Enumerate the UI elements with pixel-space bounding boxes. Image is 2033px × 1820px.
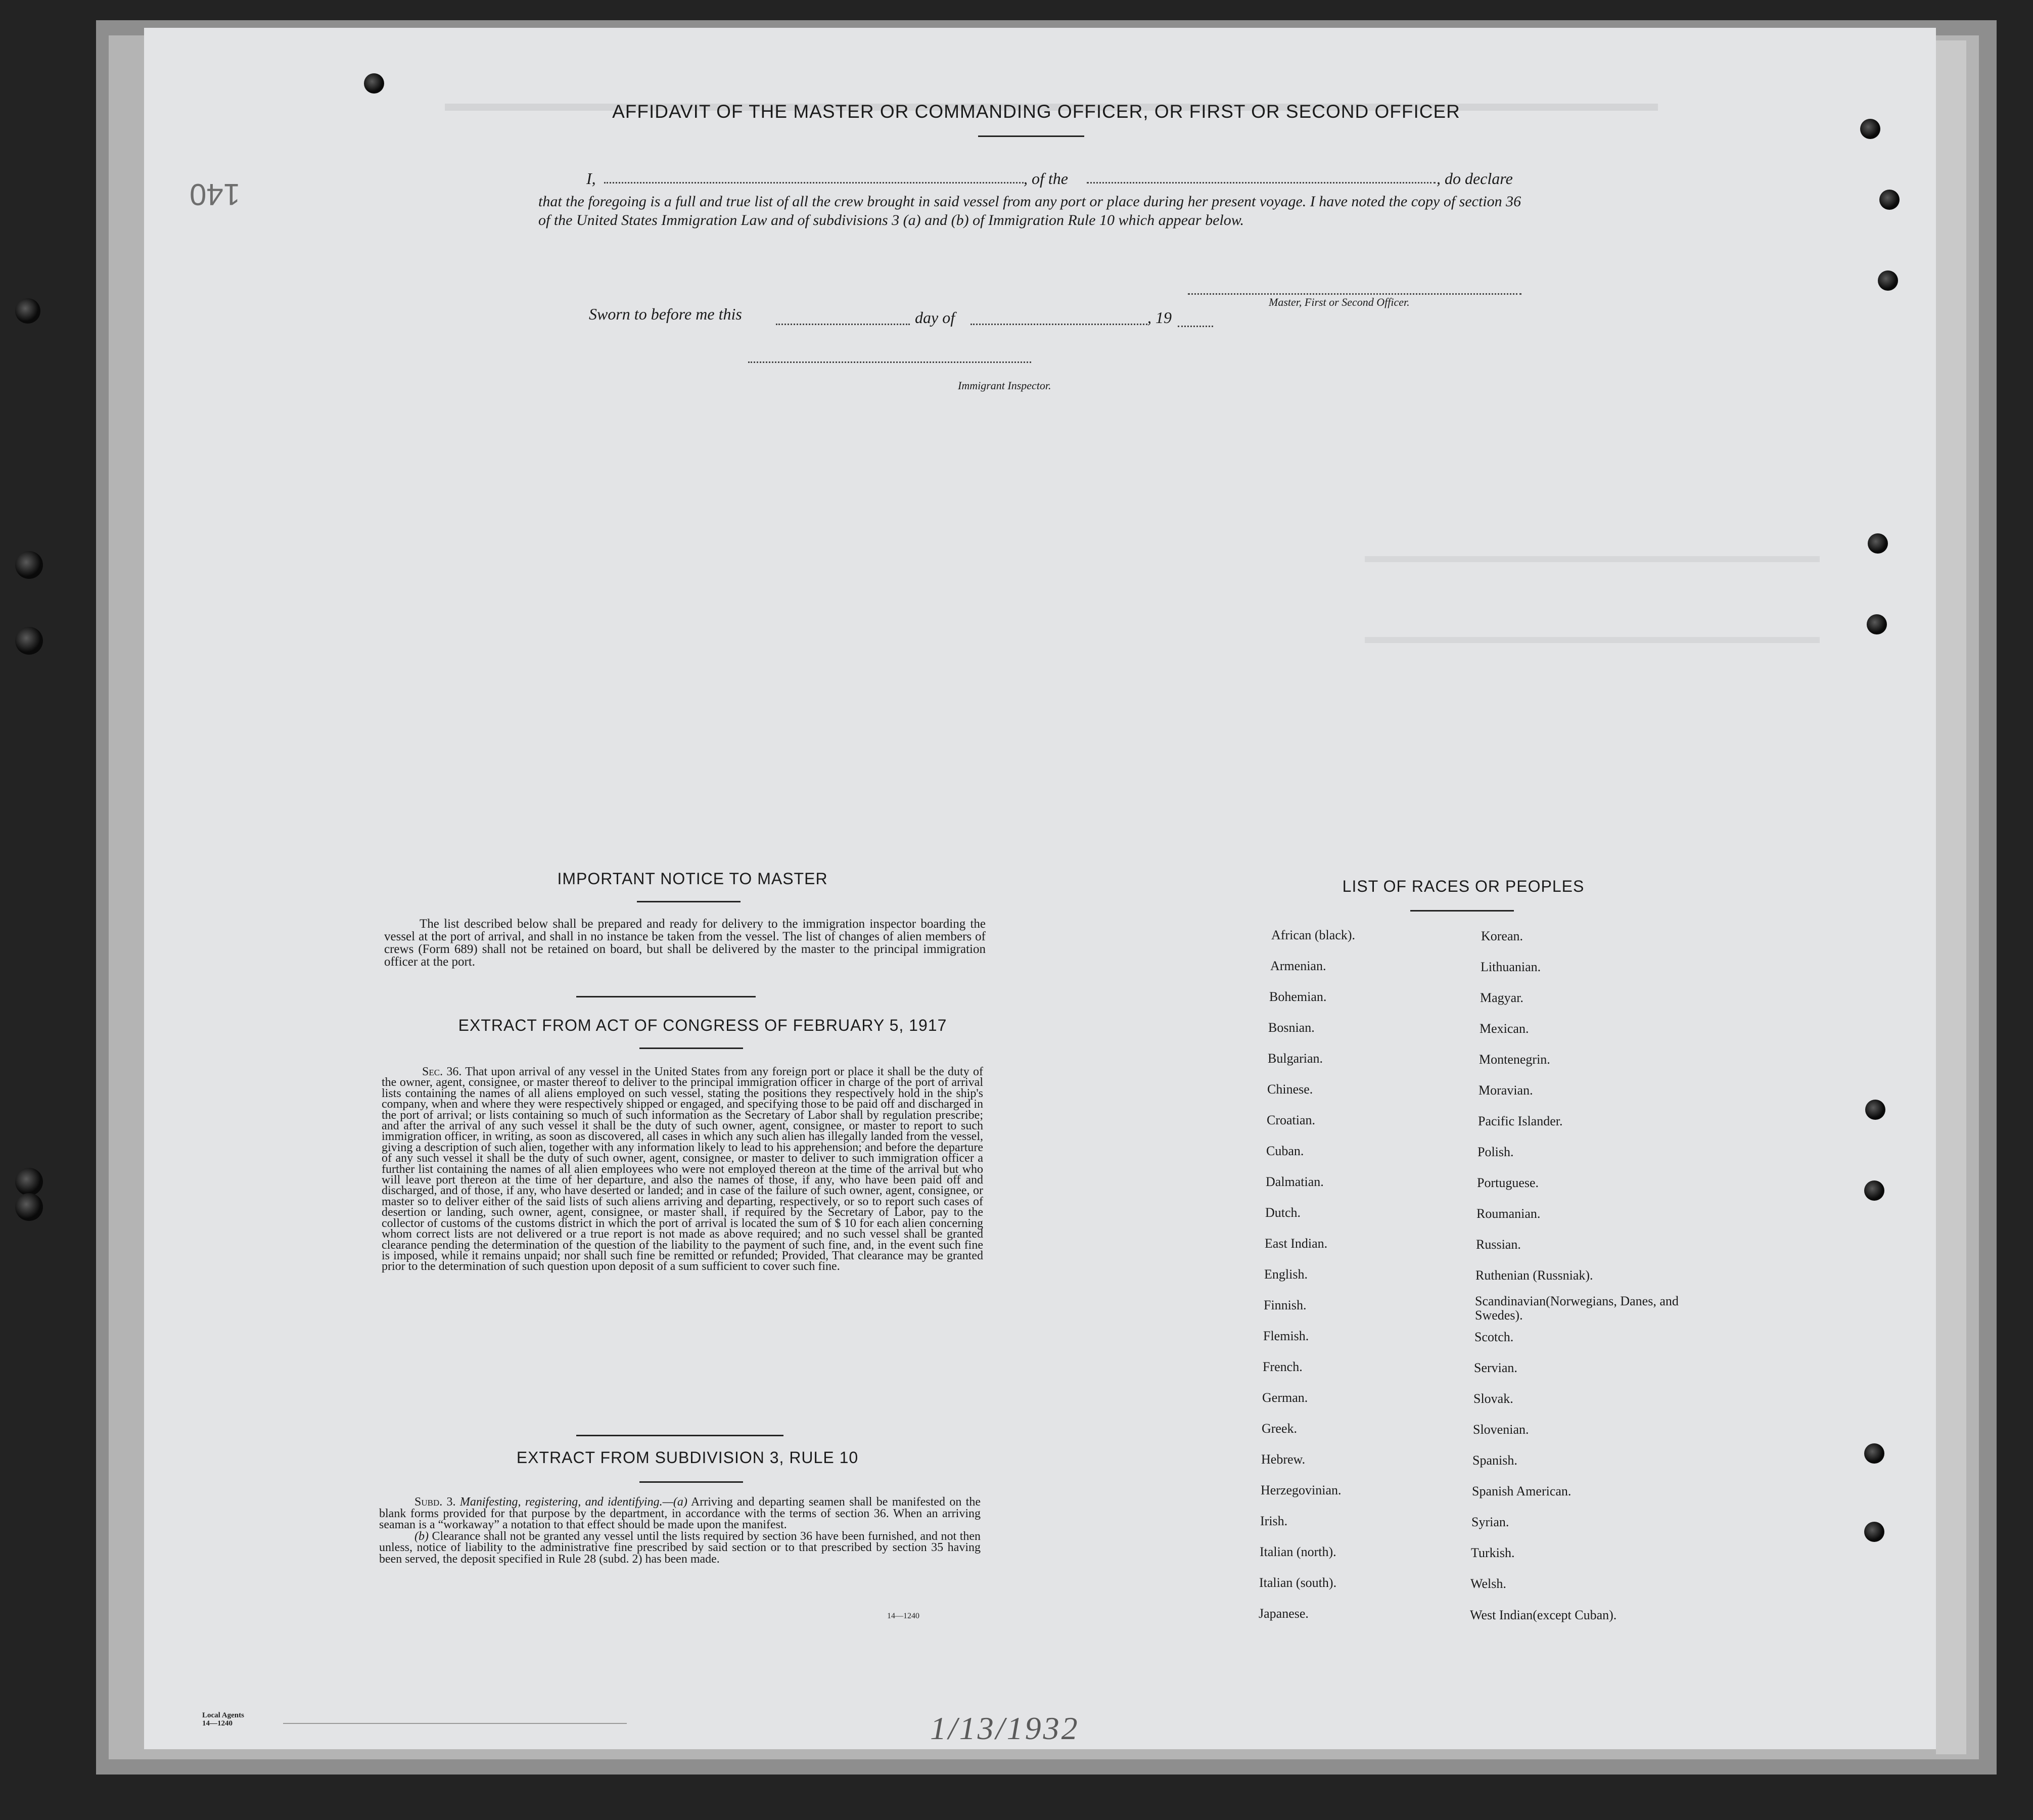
race-item: Polish. xyxy=(1477,1145,1514,1159)
i-label: I, xyxy=(586,169,596,188)
race-item: Lithuanian. xyxy=(1481,960,1541,974)
act-rule xyxy=(639,1048,743,1049)
section-rule xyxy=(576,1435,783,1436)
inspector-caption: Immigrant Inspector. xyxy=(958,379,1051,392)
race-item: Moravian. xyxy=(1478,1083,1533,1098)
binder-hole xyxy=(15,1168,43,1196)
race-item: Montenegrin. xyxy=(1479,1052,1550,1067)
race-item: Spanish. xyxy=(1472,1453,1517,1468)
vessel-field[interactable] xyxy=(1087,182,1436,184)
race-item: Herzegovinian. xyxy=(1261,1483,1342,1497)
binder-hole xyxy=(1864,1443,1884,1464)
race-item: Scotch. xyxy=(1474,1330,1514,1344)
race-item: Cuban. xyxy=(1266,1144,1304,1158)
margin-number: 140 xyxy=(190,177,241,211)
race-item: Irish. xyxy=(1260,1514,1288,1528)
race-item: Mexican. xyxy=(1480,1021,1529,1036)
races-title: LIST OF RACES OR PEOPLES xyxy=(1342,877,1585,895)
binder-hole xyxy=(364,73,384,94)
race-item: Finnish. xyxy=(1264,1298,1307,1312)
race-item: Flemish. xyxy=(1263,1329,1309,1343)
signature-field[interactable] xyxy=(1188,293,1521,295)
races-rule xyxy=(1410,910,1514,912)
para-a: Arriving and departing seamen shall be manifested on the blank forms provided for that purpose by the department, in accordance with the terms of section 36. When an arriving seaman is a “workaway” a notation to that effect should be made upon the manifest. xyxy=(379,1495,981,1532)
para-b-label: (b) xyxy=(414,1529,429,1543)
bleed-through xyxy=(1365,556,1820,562)
race-item: Roumanian. xyxy=(1476,1206,1541,1221)
affidavit-title: AFFIDAVIT OF THE MASTER OR COMMANDING OFFICER, OR FIRST OR SECOND OFFICER xyxy=(612,101,1460,122)
act-body: That upon arrival of any vessel in the United States from any foreign port or place it shall be the duty of the owner, agent, consignee, or master thereof to deliver to the principal immigration officer in charge of the port of arrival lists containing the names of all aliens employed on such vessel, stating the positions they respectively hold in the ship's company, when and where they were respectively shipped or engaged, and specifying those to be paid off and discharged in the port of arrival; or lists containing so much of such information as the Secretary of Labor shall by regulation prescribe; and after the arrival of any such vessel it shall be the duty of such owner, agent, consignee, or master to report to such immigration officer, in writing, as soon as discovered, all cases in which any such alien has illegally landed from the vessel, giving a description of such alien, together with any information likely to lead to his apprehension; and before the departure of any such vessel it shall be the duty of such owner, agent, consignee, or master to deliver to such immigration officer a further list containing the names of all alien employees who were not employed thereon at the time of the arrival but who will leave port thereon at the time of her departure, and also the names of those, if any, who have been paid off and discharged, and of those, if any, who have deserted or landed; and in case of the failure of such owner, agent, consignee, or master so to deliver either of the said lists of such aliens arriving and departing, respectively, or so to report such cases of desertion or landing, such owner, agent, consignee, or master shall, if required by the Secretary of Labor, pay to the collector of customs of the customs district in which the port of arrival is located the sum of $ 10 for each alien concerning whom correct lists are not delivered or a true report is not made as above required; and no such vessel shall be granted clearance pending the determination of the question of the liability to the payment of such fine, and, in the event such fine is imposed, while it remains unpaid; nor shall such fine be remitted or refunded; Provided, That clearance may be granted prior to the determination of such question upon deposit of a sum sufficient to cover such fine. xyxy=(382,1065,983,1273)
day-of-label: day of xyxy=(915,308,955,327)
race-item: Hebrew. xyxy=(1261,1452,1306,1467)
race-item: Scandinavian(Norwegians, Danes, and Swedes). xyxy=(1475,1294,1679,1323)
race-item: Syrian. xyxy=(1471,1515,1509,1529)
race-item: Russian. xyxy=(1476,1237,1521,1252)
subd-label: Subd. 3. xyxy=(414,1495,456,1509)
local-agents-label: Local Agents xyxy=(202,1711,244,1719)
rule-title: EXTRACT FROM SUBDIVISION 3, RULE 10 xyxy=(516,1448,859,1467)
act-title: EXTRACT FROM ACT OF CONGRESS OF FEBRUARY 5, 1917 xyxy=(458,1016,947,1034)
binder-hole xyxy=(1864,1180,1884,1201)
notice-text xyxy=(384,918,986,968)
binder-hole xyxy=(1860,119,1880,139)
year-field[interactable] xyxy=(1178,326,1213,327)
race-item: French. xyxy=(1263,1359,1303,1374)
local-agents-form: 14—1240 xyxy=(202,1719,233,1727)
signature-caption: Master, First or Second Officer. xyxy=(1269,296,1410,308)
race-item: Japanese. xyxy=(1259,1606,1309,1621)
race-item: Italian (south). xyxy=(1259,1575,1337,1590)
local-agents-stamp xyxy=(202,1711,244,1727)
binder-hole xyxy=(1867,614,1887,634)
notice-title: IMPORTANT NOTICE TO MASTER xyxy=(557,870,828,888)
race-item: Croatian. xyxy=(1267,1113,1316,1127)
sworn-label: Sworn to before me this xyxy=(589,305,742,323)
race-item: Ruthenian (Russniak). xyxy=(1475,1268,1593,1283)
of-the-label: , of the xyxy=(1024,169,1068,188)
binder-hole xyxy=(15,627,43,655)
race-item: African (black). xyxy=(1271,928,1356,942)
binder-hole xyxy=(15,298,40,324)
form-number: 14—1240 xyxy=(887,1612,919,1620)
race-item: East Indian. xyxy=(1265,1236,1328,1251)
name-field[interactable] xyxy=(604,182,1024,184)
binder-hole xyxy=(15,551,43,579)
page-edge xyxy=(1936,40,1966,1754)
rule-text xyxy=(379,1496,981,1565)
month-field[interactable] xyxy=(971,324,1147,325)
section-rule xyxy=(576,996,756,997)
race-item: West Indian(except Cuban). xyxy=(1470,1608,1617,1622)
bleed-through xyxy=(1365,637,1820,643)
binder-hole xyxy=(1879,190,1900,210)
handwritten-date: 1/13/1932 xyxy=(930,1710,1080,1746)
race-item: Portuguese. xyxy=(1477,1175,1539,1190)
title-rule xyxy=(978,135,1084,137)
race-item: Pacific Islander. xyxy=(1478,1114,1563,1128)
race-item: German. xyxy=(1262,1390,1308,1405)
inspector-field[interactable] xyxy=(748,361,1031,363)
race-item: Armenian. xyxy=(1270,959,1326,973)
race-item: Korean. xyxy=(1481,929,1523,943)
subd-heading: Manifesting, registering, and identifying.—(a) xyxy=(459,1495,687,1509)
race-item: Servian. xyxy=(1474,1360,1517,1375)
notice-body: The list described below shall be prepared and ready for delivery to the immigration inspector boarding the vessel at the port of arrival, and shall in no instance be taken from the vessel. The list of changes of alien members of crews (Form 689) shall not be retained on board, but shall be delivered by the master to the principal immigration officer at the port. xyxy=(384,917,986,969)
race-item: Dutch. xyxy=(1265,1205,1301,1220)
race-item: Bohemian. xyxy=(1269,989,1327,1004)
act-text xyxy=(382,1067,983,1272)
race-item: English. xyxy=(1264,1267,1308,1282)
year-label: , 19 xyxy=(1147,308,1172,327)
binder-hole xyxy=(1868,533,1888,554)
binder-hole xyxy=(1864,1522,1884,1542)
race-item: Turkish. xyxy=(1471,1545,1515,1560)
race-item: Greek. xyxy=(1262,1421,1298,1436)
race-item: Bosnian. xyxy=(1268,1020,1315,1035)
binder-hole xyxy=(1878,270,1898,291)
race-item: Slovenian. xyxy=(1473,1422,1529,1437)
race-item: Slovak. xyxy=(1473,1391,1513,1406)
race-item: Bulgarian. xyxy=(1268,1051,1323,1066)
margin-line xyxy=(283,1723,627,1724)
rule-rule xyxy=(639,1481,743,1483)
race-item: Spanish American. xyxy=(1472,1484,1572,1498)
race-item: Chinese. xyxy=(1267,1082,1313,1097)
binder-hole xyxy=(1865,1100,1885,1120)
day-field[interactable] xyxy=(776,324,910,325)
race-item: Italian (north). xyxy=(1260,1544,1336,1559)
declaration-text: that the foregoing is a full and true list of all the crew brought in said vessel from any port or place during her present voyage. I have noted the copy of section 36 of the United States Immigration Law and of subdivisions 3 (a) and (b) of Immigration Rule 10 which appear below. xyxy=(538,193,1521,229)
section-label: Sec. 36. xyxy=(422,1065,462,1078)
race-item: Magyar. xyxy=(1480,990,1523,1005)
race-item: Dalmatian. xyxy=(1266,1174,1324,1189)
document-page xyxy=(144,28,1936,1749)
para-b: Clearance shall not be granted any vessel until the lists required by section 36 have been furnished, and not then unless, notice of liability to the administrative fine prescribed by said section or to that prescribed by section 35 having been served, the deposit specified in Rule 28 (subd. 2) has been made. xyxy=(379,1529,981,1566)
do-declare-label: , do declare xyxy=(1437,169,1513,188)
notice-rule xyxy=(637,901,741,902)
race-item: Welsh. xyxy=(1470,1576,1506,1591)
binder-hole xyxy=(15,1193,43,1221)
